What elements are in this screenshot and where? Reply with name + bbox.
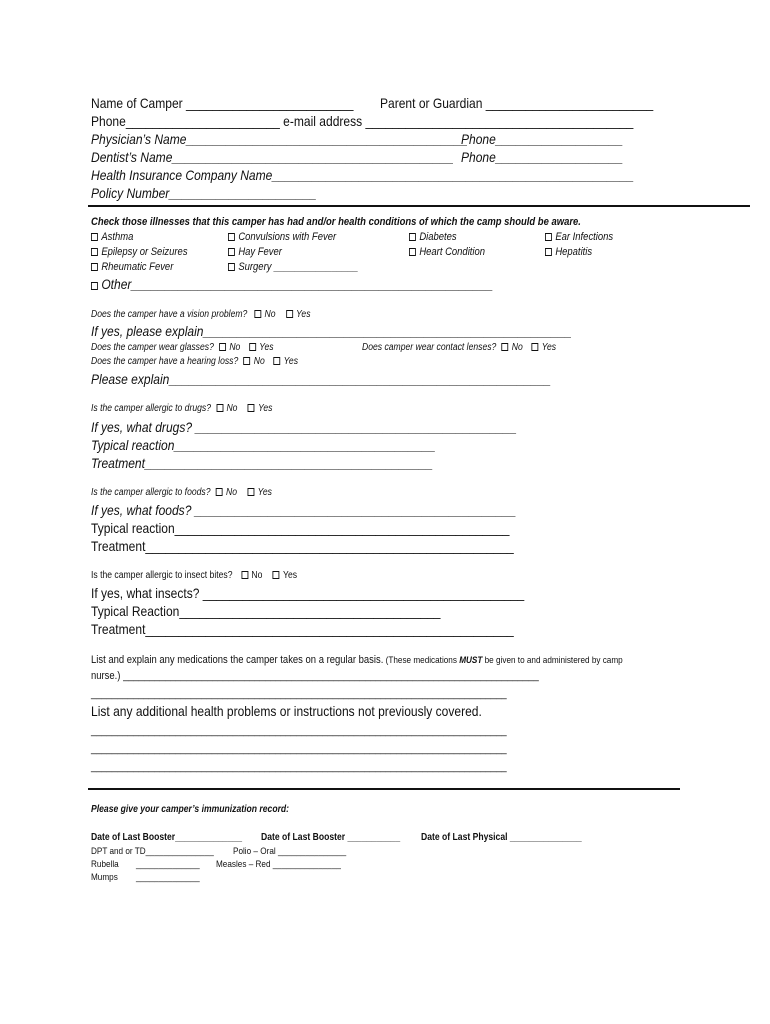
illness-ear-infections[interactable]: Ear Infections	[545, 231, 613, 243]
vision-question: Does the camper have a vision problem? No Yes	[91, 309, 311, 320]
checkbox-icon[interactable]	[501, 343, 508, 351]
illnesses-heading: Check those illnesses that this camper has had and/or health conditions of which the camp should be aware.	[91, 216, 581, 228]
illness-asthma[interactable]: Asthma	[91, 231, 133, 243]
checkbox-icon[interactable]	[91, 263, 98, 271]
foods-what-field[interactable]: If yes, what foods? ________________________________________________	[91, 502, 517, 518]
physician-phone-field[interactable]: Phone___________________	[461, 131, 624, 147]
checkbox-icon[interactable]	[219, 343, 226, 351]
illness-epilepsy[interactable]: Epilepsy or Seizures	[91, 246, 188, 258]
illness-hepatitis[interactable]: Hepatitis	[545, 246, 592, 258]
drugs-question: Is the camper allergic to drugs? No Yes	[91, 403, 273, 414]
camper-name-field[interactable]: Name of Camper _________________________	[91, 95, 354, 111]
glasses-question: Does the camper wear glasses? No Yes	[91, 342, 274, 353]
contacts-question: Does camper wear contact lenses? No Yes	[362, 342, 557, 353]
drugs-what-field[interactable]: If yes, what drugs? ________________________________________________	[91, 419, 517, 435]
checkbox-icon[interactable]	[91, 282, 98, 290]
medications-field[interactable]: nurse.) _______________________________________________________________________________	[91, 670, 539, 682]
foods-treatment-field[interactable]: Treatment_______________________________________________________	[91, 538, 514, 554]
illness-rheumatic-fever[interactable]: Rheumatic Fever	[91, 261, 173, 273]
hearing-explain-field[interactable]: Please explain_________________________________________________________	[91, 371, 551, 387]
hearing-question: Does the camper have a hearing loss? No Yes	[91, 356, 299, 367]
checkbox-icon[interactable]	[254, 310, 261, 318]
insurance-field[interactable]: Health Insurance Company Name______________________________________________________	[91, 167, 634, 183]
checkbox-icon[interactable]	[531, 343, 538, 351]
dentist-phone-field[interactable]: Phone___________________	[461, 149, 624, 165]
checkbox-icon[interactable]	[273, 571, 280, 579]
additional-field-1[interactable]: _______________________________________________________________________________	[91, 725, 507, 737]
guardian-field[interactable]: Parent or Guardian _________________________	[380, 95, 654, 111]
checkbox-icon[interactable]	[409, 248, 416, 256]
dpt-field[interactable]: DPT and or TD_______________	[91, 846, 214, 857]
policy-field[interactable]: Policy Number______________________	[91, 185, 317, 201]
physician-field[interactable]: Physician’s Name__________________________________________	[91, 131, 468, 147]
polio-field[interactable]: Polio – Oral _______________	[233, 846, 347, 857]
vision-explain-field[interactable]: If yes, please explain_______________________________________________________	[91, 323, 572, 339]
rubella-label: Rubella	[91, 859, 119, 870]
checkbox-icon[interactable]	[241, 571, 248, 579]
insects-reaction-field[interactable]: Typical Reaction_______________________________________	[91, 603, 441, 619]
illness-convulsions[interactable]: Convulsions with Fever	[228, 231, 336, 243]
rubella-field[interactable]: ______________	[136, 859, 200, 870]
illness-other[interactable]: Other______________________________________________________	[91, 276, 493, 292]
checkbox-icon[interactable]	[286, 310, 293, 318]
insects-treatment-field[interactable]: Treatment_______________________________________________________	[91, 621, 514, 637]
illness-hay-fever[interactable]: Hay Fever	[228, 246, 282, 258]
illness-heart-condition[interactable]: Heart Condition	[409, 246, 485, 258]
illness-diabetes[interactable]: Diabetes	[409, 231, 457, 243]
physical-date-field[interactable]: Date of Last Physical _______________	[421, 832, 582, 843]
checkbox-icon[interactable]	[216, 488, 223, 496]
booster-date-field-2[interactable]: Date of Last Booster ___________	[261, 832, 401, 843]
checkbox-icon[interactable]	[248, 404, 255, 412]
section-divider	[88, 205, 750, 207]
checkbox-icon[interactable]	[545, 248, 552, 256]
medications-instructions: List and explain any medications the camper takes on a regular basis. (These medications MUST be given to and administered by camp	[91, 654, 623, 666]
checkbox-icon[interactable]	[91, 233, 98, 241]
section-divider	[88, 788, 680, 790]
phone-email-field[interactable]: Phone_______________________ e-mail address ________________________________________	[91, 113, 634, 129]
insects-what-field[interactable]: If yes, what insects? ________________________________________________	[91, 585, 525, 601]
checkbox-icon[interactable]	[247, 488, 254, 496]
measles-field[interactable]: Measles – Red _______________	[216, 859, 341, 870]
checkbox-icon[interactable]	[249, 343, 256, 351]
drugs-reaction-field[interactable]: Typical reaction_______________________________________	[91, 437, 436, 453]
additional-field-2[interactable]: _______________________________________________________________________________	[91, 743, 507, 755]
foods-question: Is the camper allergic to foods? No Yes	[91, 487, 272, 498]
immunization-heading: Please give your camper’s immunization record:	[91, 804, 290, 815]
checkbox-icon[interactable]	[216, 404, 223, 412]
checkbox-icon[interactable]	[545, 233, 552, 241]
booster-date-field[interactable]: Date of Last Booster______________	[91, 832, 243, 843]
additional-heading: List any additional health problems or instructions not previously covered.	[91, 703, 482, 719]
foods-reaction-field[interactable]: Typical reaction__________________________________________________	[91, 520, 510, 536]
drugs-treatment-field[interactable]: Treatment___________________________________________	[91, 455, 433, 471]
medications-field-2[interactable]: _______________________________________________________________________________	[91, 688, 507, 700]
checkbox-icon[interactable]	[243, 357, 250, 365]
dentist-field[interactable]: Dentist’s Name__________________________________________	[91, 149, 454, 165]
insects-question: Is the camper allergic to insect bites? No Yes	[91, 570, 298, 581]
checkbox-icon[interactable]	[91, 248, 98, 256]
mumps-field[interactable]: ______________	[136, 872, 200, 883]
checkbox-icon[interactable]	[228, 263, 235, 271]
additional-field-3[interactable]: _______________________________________________________________________________	[91, 761, 507, 773]
checkbox-icon[interactable]	[228, 248, 235, 256]
checkbox-icon[interactable]	[273, 357, 280, 365]
checkbox-icon[interactable]	[228, 233, 235, 241]
illness-surgery[interactable]: Surgery ________________	[228, 261, 358, 273]
mumps-label: Mumps	[91, 872, 118, 883]
checkbox-icon[interactable]	[409, 233, 416, 241]
